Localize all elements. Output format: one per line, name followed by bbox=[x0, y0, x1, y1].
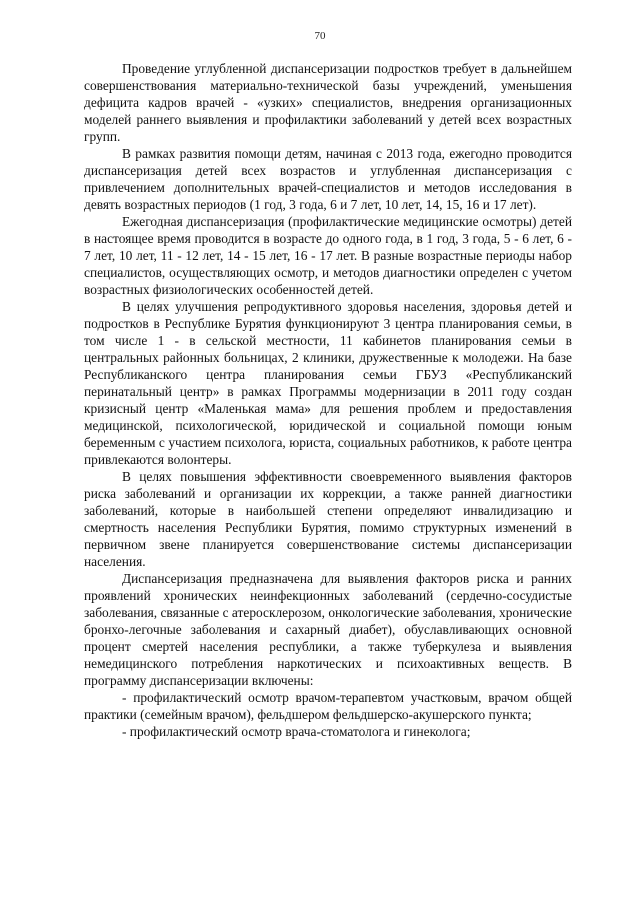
list-item: - профилактический осмотр врачом-терапевтом участковым, врачом общей практики (семейным врачом), фельдшером фельдшерско-акушерского пункта; bbox=[84, 690, 572, 722]
list-item: - профилактический осмотр врача-стоматолога и гинеколога; bbox=[122, 724, 471, 739]
paragraph: В целях улучшения репродуктивного здоровья населения, здоровья детей и подростков в Республике Бурятия функционируют 3 центра планирования семьи, в том числе 1 - в сельской местности, 11 кабинетов планирования семьи в центральных районных больницах, 2 клиники, дружественные к молодежи. На базе Республиканского центра планирования семьи ГБУЗ «Республиканский перинатальный центр» в рамках Программы модернизации в 2011 году создан кризисный центр «Маленькая мама» для решения проблем и предоставления медицинской, психологической, юридической и социальной помощи юным беременным с участием психолога, юриста, социальных работников, к работе центра привлекаются волонтеры. bbox=[84, 299, 572, 467]
page-number: 70 bbox=[314, 30, 326, 42]
paragraph: Проведение углубленной диспансеризации подростков требует в дальнейшем совершенствования материально-технической базы учреждений, уменьшения дефицита кадров врачей - «узких» специалистов, внедрения организационных моделей раннего выявления и профилактики заболеваний у детей всех возрастных групп. bbox=[84, 61, 572, 144]
paragraph: В целях повышения эффективности своевременного выявления факторов риска заболеваний и организации их коррекции, а также ранней диагностики заболеваний, которые в наибольшей степени определяют инвалидизацию и смертность населения Республики Бурятия, помимо структурных изменений в первичном звене планируется совершенствование системы диспансеризации населения. bbox=[84, 469, 572, 569]
paragraph: Диспансеризация предназначена для выявления факторов риска и ранних проявлений хронических неинфекционных заболеваний (сердечно-сосудистые заболевания, связанные с атеросклерозом, онкологические заболевания, хронические бронхо-легочные заболевания и сахарный диабет), обуславливающих основной процент смертей населения республики, а также туберкулеза и выявления немедицинского потребления наркотических и психоактивных веществ. В программу диспансеризации включены: bbox=[84, 571, 572, 688]
paragraph: Ежегодная диспансеризация (профилактические медицинские осмотры) детей в настоящее время проводится в возрасте до одного года, в 1 год, 3 года, 5 - 6 лет, 6 - 7 лет, 10 лет, 11 - 12 лет, 14 - 15 лет, 16 - 17 лет. В разные возрастные периоды набор специалистов, осуществляющих осмотр, и методов диагностики определен с учетом возрастных физиологических особенностей детей. bbox=[84, 214, 572, 297]
paragraph: В рамках развития помощи детям, начиная с 2013 года, ежегодно проводится диспансеризация детей всех возрастов и углубленная диспансеризация с привлечением дополнительных врачей-специалистов и методов исследования в девять возрастных периодов (1 год, 3 года, 6 и 7 лет, 10 лет, 14, 15, 16 и 17 лет). bbox=[84, 146, 572, 212]
body-text bbox=[84, 60, 572, 740]
